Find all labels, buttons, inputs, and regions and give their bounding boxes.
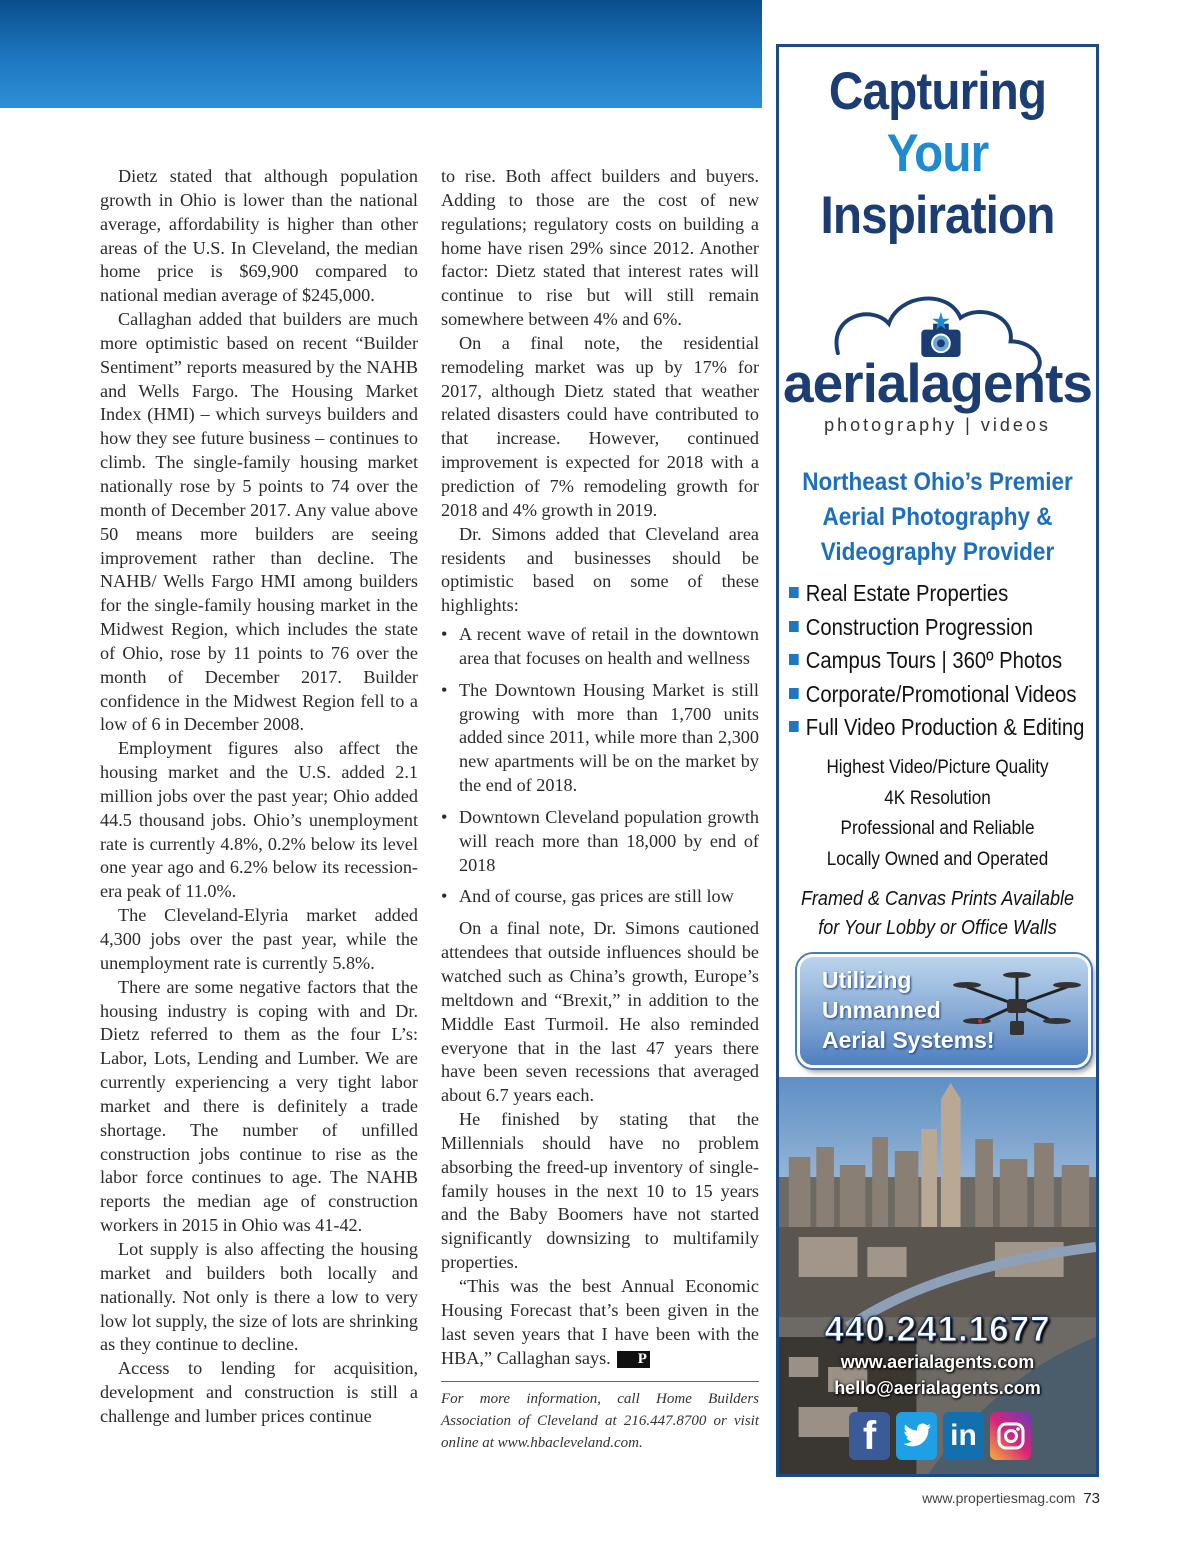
drone-icon xyxy=(952,965,1082,1055)
ad-headline: Capturing Your Inspiration xyxy=(820,62,1055,245)
website-link[interactable]: www.aerialagents.com xyxy=(840,1352,1035,1372)
paragraph: Lot supply is also affecting the housing market and builders both locally and nationally. Not only is there a low to very low lot supply, the size of lots are shrinking as they continue to decline. xyxy=(100,1238,418,1355)
bullet-icon: • xyxy=(441,624,448,645)
paragraph: He finished by stating that the Millennials should have no problem absorbing the freed-up inventory of single-family houses in the next 10 to 15 years and the Baby Boomers have not started significantly downsizing to multifamily properties. xyxy=(441,1109,759,1273)
bullet-icon: • xyxy=(441,806,448,827)
list-item: • A recent wave of retail in the downtown area that focuses on health and wellness xyxy=(441,624,759,668)
logo-wordmark: aerialagents xyxy=(782,352,1092,414)
list-item: Campus Tours | 360º Photos xyxy=(789,644,1062,678)
paragraph: Access to lending for acquisition, development and construction is still a challenge and lumber prices continue xyxy=(100,1358,418,1426)
header-color-band xyxy=(0,0,762,108)
highlights-list xyxy=(441,623,759,909)
aerial-agents-ad xyxy=(776,44,1099,1477)
list-item: • And of course, gas prices are still low xyxy=(441,885,759,909)
site-url[interactable]: www.propertiesmag.com xyxy=(922,1490,1076,1506)
uas-callout: Utilizing Unmanned Aerial Systems! xyxy=(797,954,1091,1068)
square-bullet-icon xyxy=(789,721,799,732)
paragraph: On a final note, the residential remodeling market was up by 17% for 2017, although Dietz stated that weather related disasters could have contributed to that increase. However, continued improvement is expected for 2018 with a prediction of 7% remodeling growth for 2018 and 4% growth in 2019. xyxy=(441,332,759,520)
features-list: Highest Video/Picture Quality 4K Resolution Professional and Reliable Locally Owned and Operated xyxy=(826,757,1049,870)
paragraph: Dietz stated that although population growth in Ohio is lower than the national average, affordability is higher than other areas of the U.S. In Cleveland, the median home price is $69,900 compared to national median average of $245,000. xyxy=(100,166,418,306)
page-footer xyxy=(922,1490,1100,1507)
list-item: Real Estate Properties xyxy=(789,577,1062,611)
list-item: • Downtown Cleveland population growth will reach more than 18,000 by end of 2018 xyxy=(441,806,759,875)
page-number: 73 xyxy=(1083,1490,1100,1507)
bullet-icon: • xyxy=(441,886,448,907)
square-bullet-icon xyxy=(789,587,799,598)
paragraph: Callaghan added that builders are much more optimistic based on recent “Builder Sentiment” reports measured by the NAHB and Wells Fargo. The Housing Market Index (HMI) – which surveys builders and how they see future business – continues to climb. The single-family housing market nationally rose by 5 points to 74 over the month of December 2017. Any value above 50 means more builders are seeing improvement rather than decline. The NAHB/ Wells Fargo HMI among builders for the single-family housing market in the Midwest Region, which includes the state of Ohio, rose by 11 points to 76 over the month of December 2017. Builder confidence in the Midwest Region fell to a low of 6 in December 2008. xyxy=(100,309,418,735)
paragraph: to rise. Both affect builders and buyers. Adding to those are the cost of new regulations; regulatory costs on building a home have risen 29% since 2012. Another factor: Dietz stated that interest rates will continue to rise but will still remain somewhere between 4% and 6%. xyxy=(441,166,759,330)
info-note: For more information, call Home Builders Association of Cleveland at 216.447.8700 or visit online at www.hbacleveland.com. xyxy=(441,1391,759,1452)
instagram-icon[interactable] xyxy=(990,1412,1031,1460)
twitter-icon[interactable] xyxy=(896,1412,937,1460)
logo-tagline: photography | videos xyxy=(824,415,1051,435)
paragraph: “This was the best Annual Economic Housing Forecast that’s been given in the last seven years that I have been with the HBA,” Callaghan says. P xyxy=(441,1275,759,1368)
square-bullet-icon xyxy=(789,621,799,632)
list-item: Construction Progression xyxy=(789,611,1062,645)
provider-heading: Northeast Ohio’s Premier Aerial Photography & Videography Provider xyxy=(802,468,1073,566)
paragraph: The Cleveland-Elyria market added 4,300 jobs over the past year, while the unemployment rate is currently 5.8%. xyxy=(100,905,418,973)
end-mark-icon: P xyxy=(617,1351,650,1368)
article-column-2 xyxy=(441,165,759,1454)
article-column-1 xyxy=(100,165,418,1429)
paragraph: Dr. Simons added that Cleveland area residents and businesses should be optimistic based on some of these highlights: xyxy=(441,523,759,616)
paragraph: There are some negative factors that the housing industry is coping with and Dr. Dietz referred to them as the four L’s: Labor, Lots, Lending and Lumber. We are currently experiencing a very tight labor market and there is definitely a trade shortage. The number of unfilled construction jobs continue to rise as the labor force continues to age. The NAHB reports the median age of construction workers in 2015 in Ohio was 41-42. xyxy=(100,976,418,1236)
phone-number[interactable]: 440.241.1677 xyxy=(824,1310,1051,1349)
linkedin-icon[interactable]: in xyxy=(943,1412,984,1460)
facebook-icon[interactable]: f xyxy=(849,1412,890,1460)
social-icons xyxy=(849,1412,1039,1464)
note-divider xyxy=(441,1381,759,1382)
list-item: Corporate/Promotional Videos xyxy=(789,678,1062,712)
list-item: Full Video Production & Editing xyxy=(789,711,1062,745)
email-link[interactable]: hello@aerialagents.com xyxy=(834,1378,1041,1398)
prints-tagline: Framed & Canvas Prints Available for Your Lobby or Office Walls xyxy=(800,888,1075,939)
bullet-icon: • xyxy=(441,679,448,700)
services-list xyxy=(789,577,1099,745)
paragraph: Employment figures also affect the housing market and the U.S. added 2.1 million jobs over the past year; Ohio added 44.5 thousand jobs. Ohio’s unemployment rate is currently 4.8%, 0.2% below its level one year ago and 6.2% below its recession-era peak of 11.0%. xyxy=(100,738,418,902)
square-bullet-icon xyxy=(789,654,799,665)
square-bullet-icon xyxy=(789,688,799,699)
list-item: • The Downtown Housing Market is still growing with more than 1,700 units added since 2011, while more than 2,300 new apartments will be on the market by the end of 2018. xyxy=(441,679,759,796)
paragraph: On a final note, Dr. Simons cautioned attendees that outside influences should be watched such as China’s growth, Europe’s meltdown and “Brexit,” in addition to the Middle East Turmoil. He also reminded everyone that in the last 47 years there have been seven recessions that averaged about 6.7 years each. xyxy=(441,918,759,1106)
